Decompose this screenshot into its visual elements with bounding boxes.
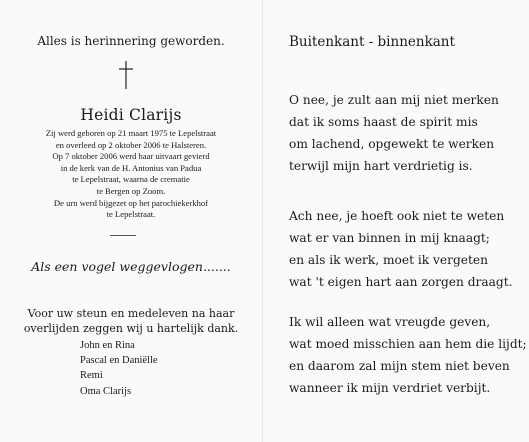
poem-line: wat moed misschien aan hem die lijdt; (289, 337, 527, 351)
signer: Oma Clarijs (80, 385, 132, 397)
poem-line: wat er van binnen in mij knaagt; (289, 231, 490, 245)
signer: Remi (80, 370, 103, 382)
poem-line: en als ik werk, moet ik vergeten (289, 253, 488, 267)
bio-line: te Lepelstraat. (106, 209, 156, 220)
poem-line: wat 't eigen hart aan zorgen draagt. (289, 275, 513, 289)
poem-line: terwijl mijn hart verdrietig is. (289, 159, 473, 173)
thanks-line: Voor uw steun en medeleven na haar (27, 307, 235, 320)
bio-line: De urn werd bijgezet op het parochiekerkhof (53, 197, 209, 208)
signer: John en Rina (80, 340, 135, 351)
bio-line: Zij werd geboren op 21 maart 1975 te Lepelstraat (45, 128, 217, 138)
poem-line: Ik wil alleen wat vreugde geven, (289, 315, 491, 329)
intro-text: Alles is herinnering geworden. (37, 34, 225, 48)
poem-stanza (289, 205, 512, 293)
poem-line: O nee, je zult aan mij niet merken (289, 93, 499, 107)
bio-line: in de kerk van de H. Antonius van Padua (60, 162, 202, 173)
bio-line: en overleed op 2 oktober 2006 te Halsteren. (55, 139, 207, 150)
bio-line: te Lepelstraat, waarna de crematie (72, 174, 190, 185)
poem-line: wanneer ik mijn verdriet verbijt. (289, 381, 491, 395)
divider (110, 235, 136, 236)
deceased-name: Heidi Clarijs (80, 106, 182, 124)
poem-stanza (289, 311, 527, 399)
latin-cross-icon (115, 60, 137, 90)
thanks-text (0, 306, 262, 336)
thanks-line: overlijden zeggen wij u hartelijk dank. (23, 322, 239, 335)
bio-line: Op 7 oktober 2006 werd haar uitvaart gevierd (52, 151, 210, 162)
fold-line (262, 0, 263, 442)
poem-title: Buitenkant - binnenkant (289, 34, 455, 50)
quote: Als een vogel weggevlogen....... (31, 259, 231, 274)
poem-line: dat ik soms haast de spirit mis (289, 115, 478, 129)
biography (0, 128, 262, 221)
poem-stanza (289, 89, 499, 177)
signer: Pascal en Daniëlle (80, 355, 158, 367)
signers (80, 338, 158, 399)
poem-line: Ach nee, je hoeft ook niet te weten (289, 209, 505, 223)
poem-line: om lachend, opgewekt te werken (289, 137, 495, 151)
poem-line: en daarom zal mijn stem niet beven (289, 359, 510, 373)
bio-line: te Bergen op Zoom. (96, 185, 166, 196)
